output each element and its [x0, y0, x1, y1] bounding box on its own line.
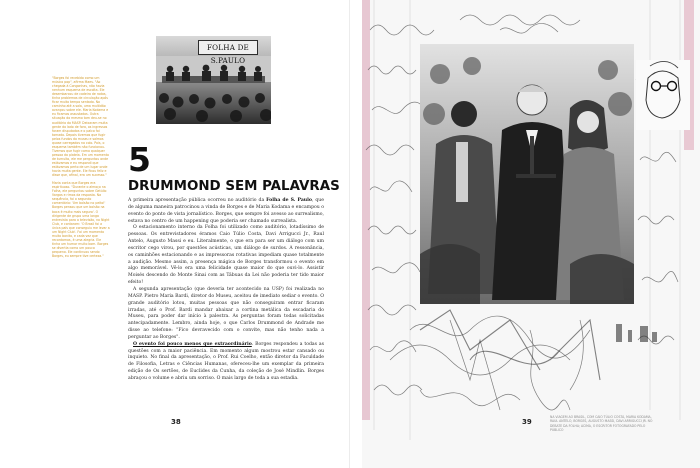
body-underlined-text: O evento foi pouco menos que extraordinário: [133, 341, 252, 347]
borges-photo-image: [420, 44, 634, 304]
body-paragraph: [128, 342, 324, 383]
right-page: [350, 0, 700, 468]
section-number: 5: [128, 140, 151, 179]
newsroom-photo: [156, 36, 271, 124]
newspaper-banner: FOLHA DE S.PAULO: [198, 40, 258, 55]
sidebar-paragraph: Maria conta que Borges era espirituoso. "Durante o almoço na Folha, ele perguntou sobre Getúlio Vargas e rimos da resposta. Na sequência, foi o segundo comentário: 'Um bolsão no peito!' Borges pensou que um bolsão na boca é muito mais seguro'. O dirigente de grupo uma longa entrevista para a televisão, no Night Club, e contaram: 'O Brasil foi a única país que conseguiu me levar a um Night Club'. Foi um momento muito bonito, e cada vez que recordamos, é uma alegria. Ele tinha um humor muito bom. Borges se divertia como um pouco pequeno. Ele continuou sendo Borges, eu sempre tive certeza.": [52, 181, 110, 259]
body-text: , que de alguma maneira patrocinou a vinda de Borges e de Maria Kodama e encampou o evento do ponto de vista jornalístico. Borges, que sempre foi avesso ao surrealismo, estava no centro de um happening que poderia ser chamado surrealista.: [128, 198, 324, 224]
page-number-right: 39: [522, 418, 532, 426]
photo-caption: NA VIAGEM AO BRASIL, COM CAIO TÚLIO COSTA, MARIA KODAMA, RAUL ANTELO, BORGES, AUGUSTO MASSI, DAVI ARRIGUCCI JR. NO DEBATE DA FOLHA; ACIMA, O ESCRITOR FOTOGRAFADO PELO PÚBLICO: [550, 415, 653, 432]
page-number-left: 38: [171, 418, 181, 426]
sidebar-quotes: [52, 76, 110, 262]
borges-photo: [420, 44, 634, 304]
body-paragraph: A segunda apresentação (que deveria ter acontecido na USP) foi realizada no MASP. Pietro Maria Bardi, diretor do Museu, aceitou de imediato sediar o evento. O grande auditório lotou, muitas pessoas que não conseguiram entrar ficaram irradas, até o Prof. Bardi mandar abaixar a cortina metálica da escadaria do Museu, para poder dar início à palestra. As perguntas foram todas solicitadas antecipadamente. Lembro, ainda hoje, o que Carlos Drummond de Andrade me disse ao telefone: "Fico devravecido com o convite, mas não tenho nada a perguntar ao Borges".: [128, 286, 324, 340]
body-bold-text: Folha de S. Paulo: [266, 198, 312, 203]
body-paragraph: [128, 198, 324, 225]
article-title: DRUMMOND SEM PALAVRAS: [128, 179, 340, 194]
article-body: [128, 198, 324, 383]
body-text: . Borges respondeu a todas as questões com a maior paciência. Em momento algum mostrou estar cansado ou inquieto. No final da apresentação, o Prof. Rui Coelho, então diretor da Faculdade de Filosofia, Letras e Ciências Humanas, ofereceu-lhe um exemplar da primeira edição de Os sertões, de Euclides da Cunha, da coleção de José Mindlin. Borges abraçou o volume e abriu um sorriso. O mais largo de toda a sua estadia.: [128, 341, 324, 381]
portrait-sketch: [636, 60, 690, 130]
body-text: A primeira apresentação pública ocorreu no auditório da: [128, 198, 267, 203]
body-paragraph: O estacionamento interno da Folha foi utilizado como auditório, lotadíssimo de pessoas. Os entrevistadores éramos Caio Túlio Costa, Davi Arrigucci Jr., Raul Antelo, Augusto Massi e eu. Literalmente, o que era para ser um diálogo com um escritor cego virou, por questões acústicas, um diálogo de surdos. A ressonância, os caminhões estacionando e as impressoras rotativas impediam quase totalmente a audição. Mesmo assim, a presença mágica de Borges transformou o evento em algo memorável. Vê-lo era uma felicidade quase maior do que ouvi-lo. Assistir Moisés descendo do Monte Sinai com as Tábuas da Lei não poderia ter tido maior efeito!: [128, 225, 324, 286]
sidebar-paragraph: "Borges foi recebido como um músico pop", afirma Maes. "Ao chegada à Congonhas, não havia nenhum esquema de escolta. Ele desembarcou de cadeira de rodas, tinha problemas de circulação após ficar muito tempo sentado. No caminho até a sala, uma multidão avançou sobre ele. Maria Kodama e eu ficamos assustados. Outra situação do mesmo tom deu-se no auditório do MASP. Deixaram muita gente do lado de fora, os ingressos foram disputados e o palco foi tomado. Depois tivemos que fugir pelos fundos do museu e saímos quase carregados no colo. Pois, o esquema também não funcionou. Tivemos que fugir como qualquer pessoa da plateia. Em um momento de tumulto, ele me perguntou onde estávamos e eu respondi que estávamos perto de um lugar onde havia muita gente. Ele ficou feliz e disse que, afinal, era um sucesso.": [52, 76, 109, 178]
